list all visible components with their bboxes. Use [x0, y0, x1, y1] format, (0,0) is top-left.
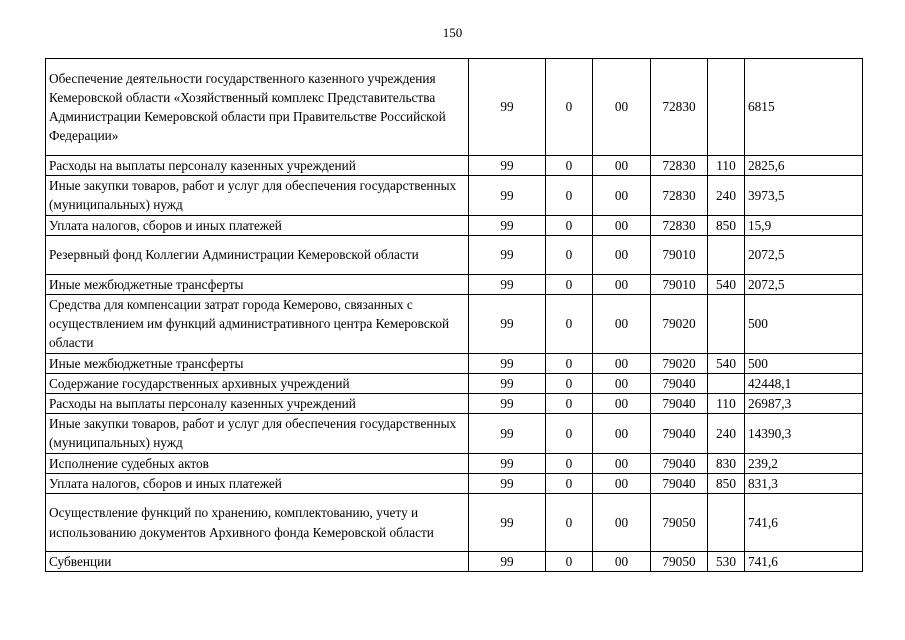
table-row	[46, 494, 863, 552]
direction-code: 79040	[651, 394, 708, 414]
group-code: 00	[593, 414, 651, 453]
expense-type-code	[708, 494, 745, 552]
table-row	[46, 552, 863, 572]
amount: 2072,5	[745, 274, 863, 294]
page-number: 150	[442, 25, 463, 40]
table-row	[46, 353, 863, 373]
program-code: 99	[469, 453, 546, 473]
table-row	[46, 373, 863, 393]
row-name: Обеспечение деятельности государственного казенного учреждения Кемеровской области «Хозяйственный комплекс Представительства Администрации Кемеровской области при Правительстве Российской Федерации»	[46, 59, 469, 156]
amount: 741,6	[745, 552, 863, 572]
table-row	[46, 274, 863, 294]
group-code: 00	[593, 274, 651, 294]
row-name: Осуществление функций по хранению, комплектованию, учету и использованию документов Архивного фонда Кемеровской области	[46, 494, 469, 552]
table-row	[46, 473, 863, 493]
subprogram-code: 0	[546, 453, 593, 473]
subprogram-code: 0	[546, 414, 593, 453]
direction-code: 79010	[651, 235, 708, 274]
expense-type-code	[708, 59, 745, 156]
program-code: 99	[469, 373, 546, 393]
row-name: Иные закупки товаров, работ и услуг для обеспечения государственных (муниципальных) нужд	[46, 176, 469, 215]
direction-code: 79040	[651, 414, 708, 453]
table-row	[46, 394, 863, 414]
amount: 26987,3	[745, 394, 863, 414]
subprogram-code: 0	[546, 274, 593, 294]
direction-code: 79040	[651, 453, 708, 473]
amount: 3973,5	[745, 176, 863, 215]
amount: 500	[745, 295, 863, 354]
program-code: 99	[469, 274, 546, 294]
group-code: 00	[593, 494, 651, 552]
direction-code: 79020	[651, 295, 708, 354]
row-name: Расходы на выплаты персоналу казенных учреждений	[46, 156, 469, 176]
program-code: 99	[469, 235, 546, 274]
subprogram-code: 0	[546, 394, 593, 414]
amount: 42448,1	[745, 373, 863, 393]
expense-type-code: 830	[708, 453, 745, 473]
group-code: 00	[593, 156, 651, 176]
expense-type-code: 240	[708, 414, 745, 453]
group-code: 00	[593, 353, 651, 373]
subprogram-code: 0	[546, 473, 593, 493]
direction-code: 79040	[651, 373, 708, 393]
budget-table	[45, 58, 863, 572]
row-name: Расходы на выплаты персоналу казенных учреждений	[46, 394, 469, 414]
group-code: 00	[593, 215, 651, 235]
expense-type-code: 240	[708, 176, 745, 215]
amount: 2825,6	[745, 156, 863, 176]
program-code: 99	[469, 494, 546, 552]
row-name: Иные закупки товаров, работ и услуг для обеспечения государственных (муниципальных) нужд	[46, 414, 469, 453]
program-code: 99	[469, 59, 546, 156]
table-row	[46, 156, 863, 176]
group-code: 00	[593, 176, 651, 215]
amount: 831,3	[745, 473, 863, 493]
expense-type-code: 110	[708, 156, 745, 176]
direction-code: 72830	[651, 156, 708, 176]
expense-type-code: 110	[708, 394, 745, 414]
amount: 15,9	[745, 215, 863, 235]
subprogram-code: 0	[546, 215, 593, 235]
group-code: 00	[593, 394, 651, 414]
table-row	[46, 235, 863, 274]
expense-type-code: 850	[708, 473, 745, 493]
amount: 2072,5	[745, 235, 863, 274]
row-name: Субвенции	[46, 552, 469, 572]
amount: 14390,3	[745, 414, 863, 453]
table-row	[46, 176, 863, 215]
direction-code: 72830	[651, 215, 708, 235]
expense-type-code: 540	[708, 274, 745, 294]
program-code: 99	[469, 394, 546, 414]
program-code: 99	[469, 176, 546, 215]
direction-code: 72830	[651, 59, 708, 156]
amount: 6815	[745, 59, 863, 156]
table-row	[46, 215, 863, 235]
table-row	[46, 59, 863, 156]
row-name: Иные межбюджетные трансферты	[46, 353, 469, 373]
amount: 239,2	[745, 453, 863, 473]
subprogram-code: 0	[546, 156, 593, 176]
direction-code: 79050	[651, 494, 708, 552]
row-name: Резервный фонд Коллегии Администрации Кемеровской области	[46, 235, 469, 274]
expense-type-code: 850	[708, 215, 745, 235]
table-row	[46, 295, 863, 354]
group-code: 00	[593, 59, 651, 156]
direction-code: 79020	[651, 353, 708, 373]
group-code: 00	[593, 373, 651, 393]
program-code: 99	[469, 473, 546, 493]
row-name: Средства для компенсации затрат города Кемерово, связанных с осуществлением им функций административного центра Кемеровской области	[46, 295, 469, 354]
subprogram-code: 0	[546, 235, 593, 274]
subprogram-code: 0	[546, 176, 593, 215]
program-code: 99	[469, 414, 546, 453]
row-name: Иные межбюджетные трансферты	[46, 274, 469, 294]
direction-code: 72830	[651, 176, 708, 215]
table-row	[46, 414, 863, 453]
subprogram-code: 0	[546, 373, 593, 393]
program-code: 99	[469, 156, 546, 176]
row-name: Исполнение судебных актов	[46, 453, 469, 473]
row-name: Уплата налогов, сборов и иных платежей	[46, 473, 469, 493]
expense-type-code	[708, 373, 745, 393]
program-code: 99	[469, 353, 546, 373]
direction-code: 79010	[651, 274, 708, 294]
amount: 500	[745, 353, 863, 373]
subprogram-code: 0	[546, 59, 593, 156]
program-code: 99	[469, 215, 546, 235]
direction-code: 79050	[651, 552, 708, 572]
table-row	[46, 453, 863, 473]
expense-type-code: 530	[708, 552, 745, 572]
subprogram-code: 0	[546, 552, 593, 572]
group-code: 00	[593, 552, 651, 572]
group-code: 00	[593, 295, 651, 354]
expense-type-code: 540	[708, 353, 745, 373]
subprogram-code: 0	[546, 295, 593, 354]
subprogram-code: 0	[546, 353, 593, 373]
direction-code: 79040	[651, 473, 708, 493]
amount: 741,6	[745, 494, 863, 552]
row-name: Содержание государственных архивных учреждений	[46, 373, 469, 393]
program-code: 99	[469, 552, 546, 572]
expense-type-code	[708, 295, 745, 354]
group-code: 00	[593, 235, 651, 274]
row-name: Уплата налогов, сборов и иных платежей	[46, 215, 469, 235]
subprogram-code: 0	[546, 494, 593, 552]
expense-type-code	[708, 235, 745, 274]
program-code: 99	[469, 295, 546, 354]
group-code: 00	[593, 453, 651, 473]
group-code: 00	[593, 473, 651, 493]
